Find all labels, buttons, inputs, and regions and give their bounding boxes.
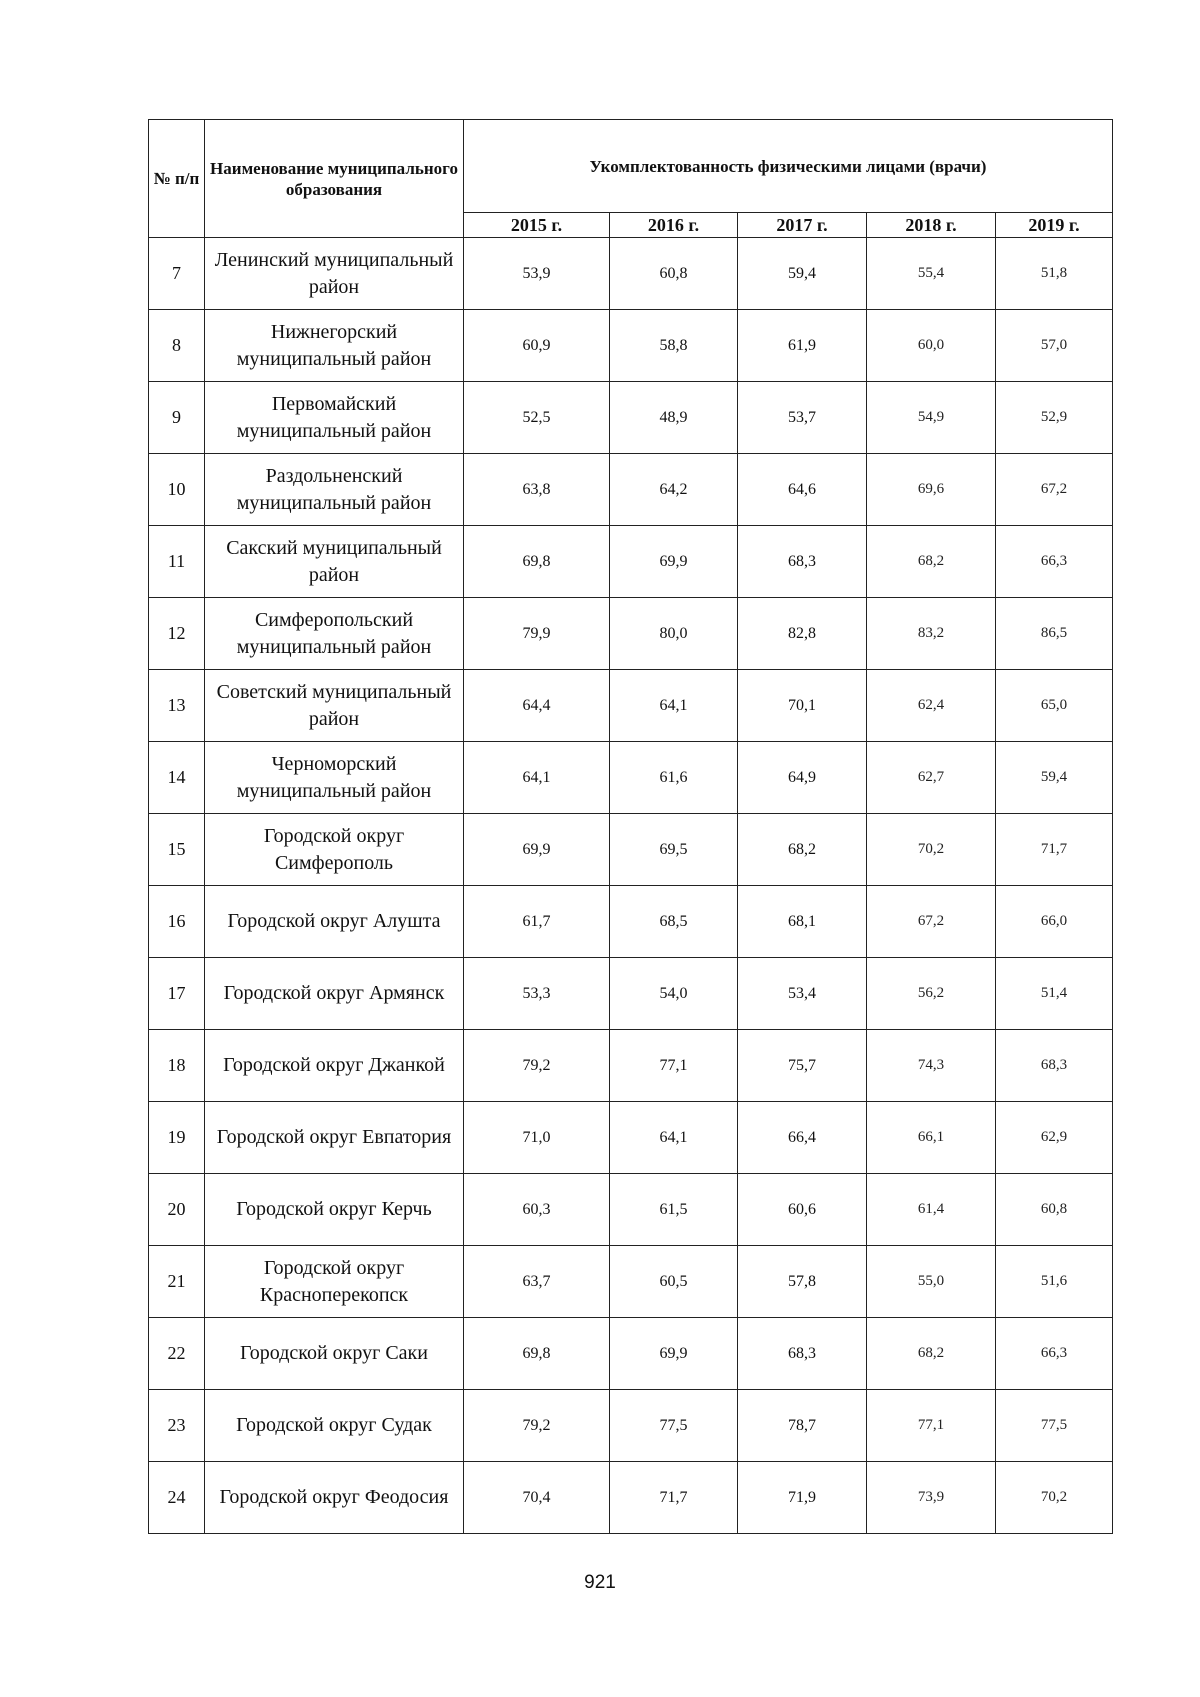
staffing-value-cell: 62,7	[867, 742, 996, 814]
staffing-value-cell: 60,5	[610, 1246, 738, 1318]
municipality-cell: Первомайский муниципальный район	[205, 382, 464, 454]
staffing-value-cell: 80,0	[610, 598, 738, 670]
staffing-value-cell: 68,2	[867, 526, 996, 598]
staffing-value-cell: 66,3	[996, 1318, 1113, 1390]
staffing-value-cell: 77,5	[996, 1390, 1113, 1462]
table-row	[149, 1462, 1113, 1534]
staffing-value-cell: 83,2	[867, 598, 996, 670]
staffing-value-cell: 77,1	[867, 1390, 996, 1462]
row-number-cell: 22	[149, 1318, 205, 1390]
staffing-value-cell: 64,2	[610, 454, 738, 526]
row-number-cell: 10	[149, 454, 205, 526]
staffing-value-cell: 66,3	[996, 526, 1113, 598]
staffing-value-cell: 79,2	[464, 1390, 610, 1462]
staffing-value-cell: 79,9	[464, 598, 610, 670]
table-row	[149, 1102, 1113, 1174]
row-number-cell: 24	[149, 1462, 205, 1534]
header-staffing-doctors: Укомплектованность физическими лицами (врачи)	[464, 120, 1113, 213]
staffing-value-cell: 69,8	[464, 1318, 610, 1390]
staffing-value-cell: 61,6	[610, 742, 738, 814]
municipality-cell: Городской округ Алушта	[205, 886, 464, 958]
header-year: 2015 г.	[464, 213, 610, 238]
staffing-value-cell: 77,5	[610, 1390, 738, 1462]
table-row	[149, 454, 1113, 526]
staffing-value-cell: 60,8	[610, 238, 738, 310]
row-number-cell: 23	[149, 1390, 205, 1462]
table-body	[149, 238, 1113, 1534]
municipality-cell: Ленинский муниципальный район	[205, 238, 464, 310]
staffing-value-cell: 68,2	[738, 814, 867, 886]
staffing-value-cell: 86,5	[996, 598, 1113, 670]
header-municipality: Наименование муниципального образования	[205, 120, 464, 238]
staffing-value-cell: 73,9	[867, 1462, 996, 1534]
staffing-value-cell: 61,4	[867, 1174, 996, 1246]
staffing-value-cell: 51,8	[996, 238, 1113, 310]
staffing-value-cell: 69,9	[464, 814, 610, 886]
staffing-value-cell: 66,1	[867, 1102, 996, 1174]
staffing-value-cell: 70,2	[996, 1462, 1113, 1534]
municipality-cell: Городской округ Судак	[205, 1390, 464, 1462]
staffing-value-cell: 60,9	[464, 310, 610, 382]
staffing-value-cell: 52,9	[996, 382, 1113, 454]
staffing-value-cell: 55,0	[867, 1246, 996, 1318]
staffing-value-cell: 68,3	[738, 526, 867, 598]
staffing-value-cell: 61,9	[738, 310, 867, 382]
municipality-cell: Городской округ Красноперекопск	[205, 1246, 464, 1318]
table-row	[149, 1246, 1113, 1318]
header-year: 2017 г.	[738, 213, 867, 238]
municipality-cell: Городской округ Керчь	[205, 1174, 464, 1246]
staffing-value-cell: 57,0	[996, 310, 1113, 382]
municipality-cell: Черноморский муниципальный район	[205, 742, 464, 814]
staffing-value-cell: 66,0	[996, 886, 1113, 958]
staffing-value-cell: 62,4	[867, 670, 996, 742]
staffing-value-cell: 67,2	[996, 454, 1113, 526]
staffing-value-cell: 61,5	[610, 1174, 738, 1246]
staffing-value-cell: 62,9	[996, 1102, 1113, 1174]
municipality-cell: Городской округ Евпатория	[205, 1102, 464, 1174]
municipality-cell: Городской округ Симферополь	[205, 814, 464, 886]
staffing-value-cell: 60,0	[867, 310, 996, 382]
staffing-value-cell: 79,2	[464, 1030, 610, 1102]
staffing-value-cell: 66,4	[738, 1102, 867, 1174]
staffing-value-cell: 71,7	[996, 814, 1113, 886]
staffing-value-cell: 69,9	[610, 1318, 738, 1390]
staffing-value-cell: 71,0	[464, 1102, 610, 1174]
row-number-cell: 21	[149, 1246, 205, 1318]
staffing-value-cell: 68,5	[610, 886, 738, 958]
staffing-value-cell: 68,2	[867, 1318, 996, 1390]
staffing-value-cell: 69,6	[867, 454, 996, 526]
staffing-value-cell: 68,3	[996, 1030, 1113, 1102]
municipality-cell: Городской округ Феодосия	[205, 1462, 464, 1534]
staffing-value-cell: 51,6	[996, 1246, 1113, 1318]
table-header	[149, 120, 1113, 238]
staffing-value-cell: 57,8	[738, 1246, 867, 1318]
staffing-value-cell: 69,8	[464, 526, 610, 598]
municipality-cell: Городской округ Саки	[205, 1318, 464, 1390]
municipality-cell: Городской округ Джанкой	[205, 1030, 464, 1102]
table-row	[149, 1174, 1113, 1246]
staffing-value-cell: 58,8	[610, 310, 738, 382]
staffing-value-cell: 78,7	[738, 1390, 867, 1462]
row-number-cell: 12	[149, 598, 205, 670]
row-number-cell: 8	[149, 310, 205, 382]
header-year: 2016 г.	[610, 213, 738, 238]
table-row	[149, 598, 1113, 670]
table-row	[149, 1318, 1113, 1390]
staffing-value-cell: 59,4	[738, 238, 867, 310]
staffing-value-cell: 51,4	[996, 958, 1113, 1030]
municipality-cell: Советский муниципальный район	[205, 670, 464, 742]
staffing-value-cell: 64,4	[464, 670, 610, 742]
staffing-value-cell: 70,4	[464, 1462, 610, 1534]
row-number-cell: 13	[149, 670, 205, 742]
document-page	[148, 119, 1112, 1534]
staffing-value-cell: 64,1	[610, 670, 738, 742]
page-number: 921	[584, 1572, 616, 1593]
staffing-value-cell: 60,6	[738, 1174, 867, 1246]
row-number-cell: 7	[149, 238, 205, 310]
staffing-value-cell: 64,1	[464, 742, 610, 814]
row-number-cell: 9	[149, 382, 205, 454]
staffing-value-cell: 48,9	[610, 382, 738, 454]
staffing-value-cell: 71,7	[610, 1462, 738, 1534]
staffing-value-cell: 70,1	[738, 670, 867, 742]
staffing-value-cell: 61,7	[464, 886, 610, 958]
header-year: 2019 г.	[996, 213, 1113, 238]
municipality-cell: Раздольненский муниципальный район	[205, 454, 464, 526]
table-row	[149, 1390, 1113, 1462]
staffing-value-cell: 56,2	[867, 958, 996, 1030]
staffing-value-cell: 75,7	[738, 1030, 867, 1102]
staffing-value-cell: 68,1	[738, 886, 867, 958]
staffing-value-cell: 52,5	[464, 382, 610, 454]
staffing-value-cell: 74,3	[867, 1030, 996, 1102]
row-number-cell: 15	[149, 814, 205, 886]
row-number-cell: 17	[149, 958, 205, 1030]
table-row	[149, 886, 1113, 958]
staffing-value-cell: 54,0	[610, 958, 738, 1030]
staffing-value-cell: 77,1	[610, 1030, 738, 1102]
staffing-value-cell: 69,9	[610, 526, 738, 598]
table-row	[149, 742, 1113, 814]
staffing-value-cell: 65,0	[996, 670, 1113, 742]
staffing-table	[148, 119, 1113, 1534]
staffing-value-cell: 69,5	[610, 814, 738, 886]
staffing-value-cell: 53,7	[738, 382, 867, 454]
staffing-value-cell: 67,2	[867, 886, 996, 958]
staffing-value-cell: 71,9	[738, 1462, 867, 1534]
staffing-value-cell: 59,4	[996, 742, 1113, 814]
staffing-value-cell: 64,1	[610, 1102, 738, 1174]
table-row	[149, 382, 1113, 454]
staffing-value-cell: 55,4	[867, 238, 996, 310]
table-row	[149, 814, 1113, 886]
staffing-value-cell: 82,8	[738, 598, 867, 670]
municipality-cell: Городской округ Армянск	[205, 958, 464, 1030]
staffing-value-cell: 60,8	[996, 1174, 1113, 1246]
header-year: 2018 г.	[867, 213, 996, 238]
row-number-cell: 16	[149, 886, 205, 958]
staffing-value-cell: 53,9	[464, 238, 610, 310]
staffing-value-cell: 64,9	[738, 742, 867, 814]
municipality-cell: Нижнегорский муниципальный район	[205, 310, 464, 382]
header-row-number: № п/п	[149, 120, 205, 238]
municipality-cell: Сакский муниципальный район	[205, 526, 464, 598]
table-row	[149, 238, 1113, 310]
staffing-value-cell: 70,2	[867, 814, 996, 886]
row-number-cell: 18	[149, 1030, 205, 1102]
table-row	[149, 526, 1113, 598]
table-row	[149, 670, 1113, 742]
table-row	[149, 310, 1113, 382]
staffing-value-cell: 63,7	[464, 1246, 610, 1318]
row-number-cell: 19	[149, 1102, 205, 1174]
staffing-value-cell: 60,3	[464, 1174, 610, 1246]
staffing-value-cell: 53,3	[464, 958, 610, 1030]
staffing-value-cell: 63,8	[464, 454, 610, 526]
row-number-cell: 14	[149, 742, 205, 814]
staffing-value-cell: 68,3	[738, 1318, 867, 1390]
staffing-value-cell: 64,6	[738, 454, 867, 526]
municipality-cell: Симферопольский муниципальный район	[205, 598, 464, 670]
table-row	[149, 1030, 1113, 1102]
staffing-value-cell: 53,4	[738, 958, 867, 1030]
staffing-value-cell: 54,9	[867, 382, 996, 454]
table-row	[149, 958, 1113, 1030]
row-number-cell: 11	[149, 526, 205, 598]
row-number-cell: 20	[149, 1174, 205, 1246]
